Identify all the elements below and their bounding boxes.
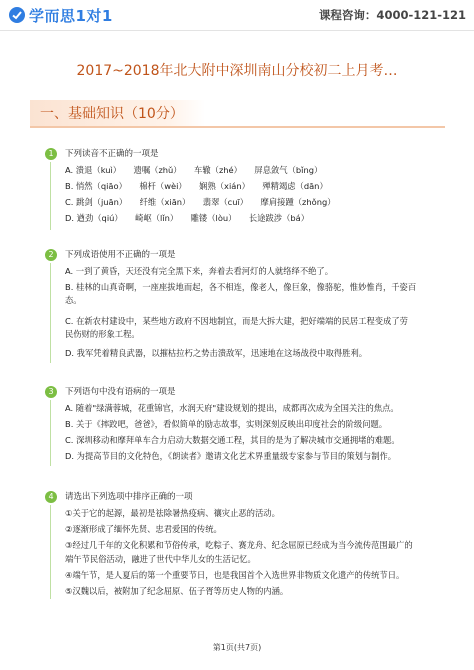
question-stem: 下列成语使用不正确的一项是: [65, 250, 176, 260]
question-divider: [50, 505, 51, 599]
question-number-badge: 1: [45, 148, 57, 160]
course-hotline: 课程咨询：4000-121-121: [318, 8, 466, 22]
sentence-3: ③经过几千年的文化积累和节俗传承，吃粽子、赛龙舟、纪念屈原已经成为当今流传范围最广的: [65, 540, 413, 550]
question-divider: [50, 263, 51, 363]
option-c: C. 跳剑（juān） 纤维（xiān） 翡翠（cuī） 摩肩接踵（zhǒng）: [65, 197, 336, 207]
brand[interactable]: [8, 5, 113, 26]
page-header: [0, 0, 474, 31]
option-c: C. 在新农村建设中，某些地方政府不因地制宜，而是大拆大建，把好端端的民居工程变成了劳: [65, 316, 408, 326]
option-a: A. 溃退（kuì） 遗嘱（zhǔ） 车辙（zhé） 屏息敛气（bǐng）: [65, 165, 323, 175]
sentence-5: ⑤汉魏以后，被附加了纪念屈原、伍子胥等历史人物的内涵。: [65, 586, 289, 596]
section-title: 一、基础知识（10分）: [40, 106, 184, 122]
brand-name: 学而思1对1: [29, 6, 113, 25]
question-stem: 下列语句中没有语病的一项是: [65, 387, 176, 397]
option-c: C. 深圳移动和摩拜单车合力启动大数据交通工程，其目的是为了解决城市交通拥堵的难题。: [65, 435, 400, 445]
option-b-continued: 态。: [65, 295, 82, 305]
sentence-2: ②逐渐形成了缅怀先贤、忠君爱国的传统。: [65, 524, 222, 534]
option-c-continued: 民伤财的形象工程。: [65, 329, 140, 339]
option-a: A. 一到了黄昏，天还没有完全黑下来，奔着去看河灯的人就络绎不绝了。: [65, 266, 334, 276]
option-a: A. 随着"绿满蓉城，花重锦官，水润天府"建设规划的提出，成都再次成为全国关注的焦点。: [65, 403, 399, 413]
option-b: B. 桂林的山真奇啊，一座座拔地而起，各不相连，像老人，像巨象，像骆驼，惟妙惟肖，千姿百: [65, 282, 417, 292]
document-title: 2017~2018年北大附中深圳南山分校初二上月考…: [76, 63, 398, 79]
section-header: [30, 100, 445, 128]
page-footer: 第1页(共7页): [212, 643, 262, 652]
option-b: B. 悄然（qiāo） 棉杆（wèi） 娴熟（xián） 殚精竭虑（dān）: [65, 181, 328, 191]
option-b: B. 关于《摔跤吧，爸爸》，看似简单的励志故事，实则深刻反映出印度社会的阶级问题。: [65, 419, 388, 429]
brand-logo-icon: [8, 6, 26, 24]
question-number-badge: 4: [45, 491, 57, 503]
option-d: D. 我军凭着精良武器，以摧枯拉朽之势击溃敌军，迅速地在这场战役中取得胜利。: [65, 348, 368, 358]
option-d: D. 为提高节目的文化特色，《朗读者》邀请文化艺术界重量级专家参与节目的策划与制作。: [65, 451, 397, 461]
option-d: D. 遒劲（qiú） 崎岖（lǐn） 雕镂（lòu） 长途跋涉（bá）: [65, 213, 310, 223]
question-stem: 下列读音不正确的一项是: [65, 149, 159, 159]
question-divider: [50, 400, 51, 466]
question-number-badge: 3: [45, 386, 57, 398]
question-divider: [50, 162, 51, 230]
question-stem: 请选出下列选项中排序正确的一项: [65, 492, 193, 502]
sentence-1: ①关于它的起源，最初是祛除暑热疫病、禳灾止恶的活动。: [65, 508, 280, 518]
question-number-badge: 2: [45, 249, 57, 261]
sentence-3-continued: 端午节民俗活动，融进了世代中华儿女的生活记忆。: [65, 554, 256, 564]
sentence-4: ④端午节，是人夏后的第一个重要节日，也是我国首个入选世界非物质文化遗产的传统节日。: [65, 570, 405, 580]
